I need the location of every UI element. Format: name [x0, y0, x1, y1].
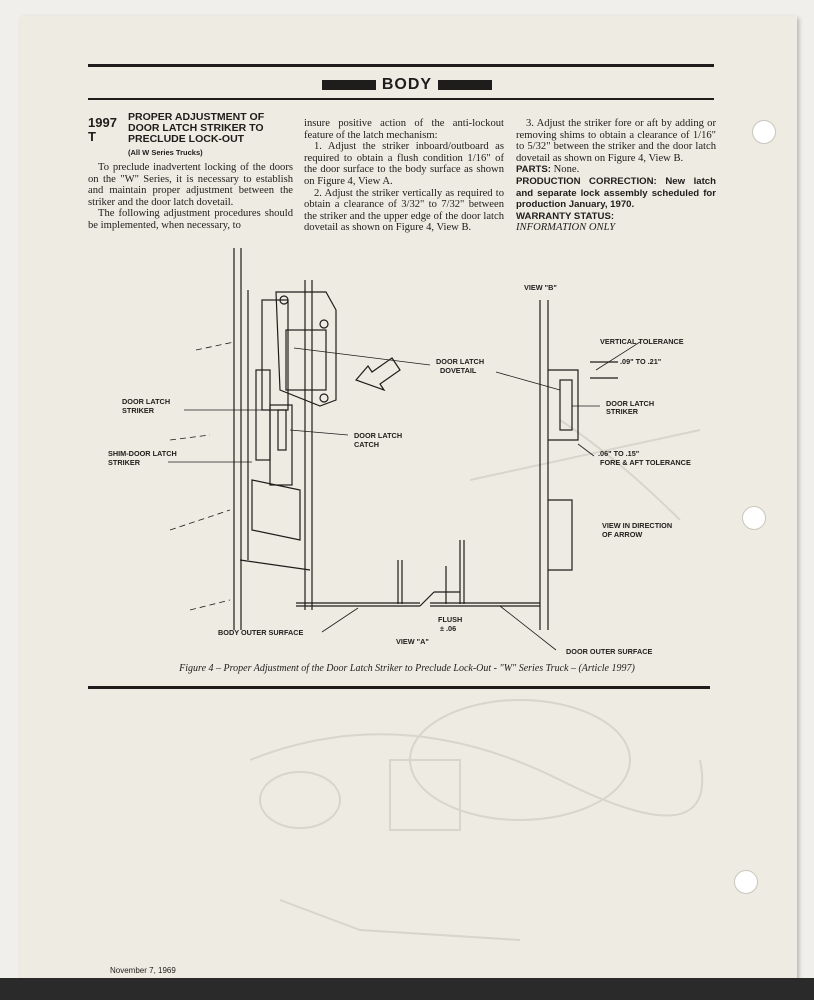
phantom-lines — [170, 342, 234, 610]
column-3 — [516, 118, 716, 234]
label-view-a: VIEW "A" — [396, 637, 429, 646]
figure-caption: Figure 4 – Proper Adjustment of the Door Latch Striker to Preclude Lock-Out - "W" Series Truck – (Article 1997) — [179, 663, 635, 674]
label-view-b: VIEW "B" — [524, 283, 557, 292]
banner-bar-right — [438, 80, 492, 90]
label-body-outer-surface: BODY OUTER SURFACE — [218, 628, 304, 637]
banner-rule — [88, 98, 714, 100]
label-fore-aft-value: .06" TO .15" — [598, 449, 640, 458]
production-value: New latch and separate lock assembly scheduled for production January, 1970. — [516, 175, 716, 211]
top-rule — [88, 64, 714, 67]
article-title: PROPER ADJUSTMENT OF DOOR LATCH STRIKER TO PRECLUDE LOCK-OUT — [128, 111, 265, 145]
label-door-outer-surface: DOOR OUTER SURFACE — [566, 647, 653, 656]
label-door-latch-striker-b-1: DOOR LATCH — [606, 399, 655, 408]
warranty-value: INFORMATION ONLY — [516, 222, 616, 234]
label-door-latch-catch-1: DOOR LATCH — [354, 431, 403, 440]
label-door-latch-dovetail-1: DOOR LATCH — [436, 357, 485, 366]
view-a-section — [296, 540, 540, 606]
label-door-latch-striker-a-2: STRIKER — [122, 406, 155, 415]
label-shim-1: SHIM-DOOR LATCH — [108, 449, 177, 458]
section-title: BODY — [381, 76, 433, 93]
figure-4-diagram — [0, 230, 814, 660]
article-number — [88, 116, 117, 144]
article-number-value: 1997 — [88, 115, 117, 130]
paragraph: To preclude inadvertent locking of the doors on the "W" Series, it is necessary to establish and maintain proper adjustment between the striker and the door latch dovetail. — [88, 162, 293, 208]
paragraph: The following adjustment procedures should be implemented, when necessary, to — [88, 208, 293, 231]
label-flush-1: FLUSH — [438, 615, 463, 624]
parts-line — [516, 164, 716, 176]
column-2 — [304, 118, 504, 234]
bottom-rule — [88, 686, 710, 689]
warranty-label: WARRANTY STATUS: — [516, 210, 615, 222]
label-shim-2: STRIKER — [108, 458, 141, 467]
article-subtitle: (All W Series Trucks) — [128, 148, 203, 157]
banner-bar-left — [322, 80, 376, 90]
label-door-latch-striker-b-2: STRIKER — [606, 407, 639, 416]
production-label: PRODUCTION CORRECTION: — [516, 175, 657, 187]
label-vertical-tolerance: VERTICAL TOLERANCE — [600, 337, 684, 346]
column-1 — [88, 162, 293, 232]
section-banner — [0, 74, 814, 96]
label-door-latch-striker-a-1: DOOR LATCH — [122, 397, 171, 406]
footer-date: November 7, 1969 — [110, 966, 176, 975]
label-view-direction-1: VIEW IN DIRECTION — [602, 521, 673, 530]
step-1: 1. Adjust the striker inboard/outboard as required to obtain a flush condition 1/16" of the door surface to the body surface as shown on Figure 4, View A. — [304, 141, 504, 187]
label-fore-aft-tolerance: FORE & AFT TOLERANCE — [600, 458, 691, 467]
label-view-direction-2: OF ARROW — [602, 530, 643, 539]
label-flush-2: ± .06 — [440, 624, 457, 633]
paragraph: insure positive action of the anti-lockout feature of the latch mechanism: — [304, 118, 504, 141]
label-door-latch-dovetail-2: DOVETAIL — [440, 366, 477, 375]
step-3: 3. Adjust the striker fore or aft by adding or removing shims to obtain a clearance of 1/16" to 5/32" between the striker and the door latch dovetail as shown on Figure 4, View B. — [516, 118, 716, 164]
parts-value: None. — [553, 164, 580, 176]
warranty-label-line — [516, 211, 716, 223]
label-vertical-tolerance-value: .09" TO .21" — [620, 357, 662, 366]
step-2: 2. Adjust the striker vertically as required to obtain a clearance of 3/32" to 7/32" between the striker and the upper edge of the door latch dovetail as shown on Figure 4, View B. — [304, 187, 504, 234]
article-series-letter: T — [88, 129, 96, 144]
label-door-latch-catch-2: CATCH — [354, 440, 379, 449]
parts-label: PARTS: — [516, 164, 551, 176]
production-line — [516, 176, 716, 211]
